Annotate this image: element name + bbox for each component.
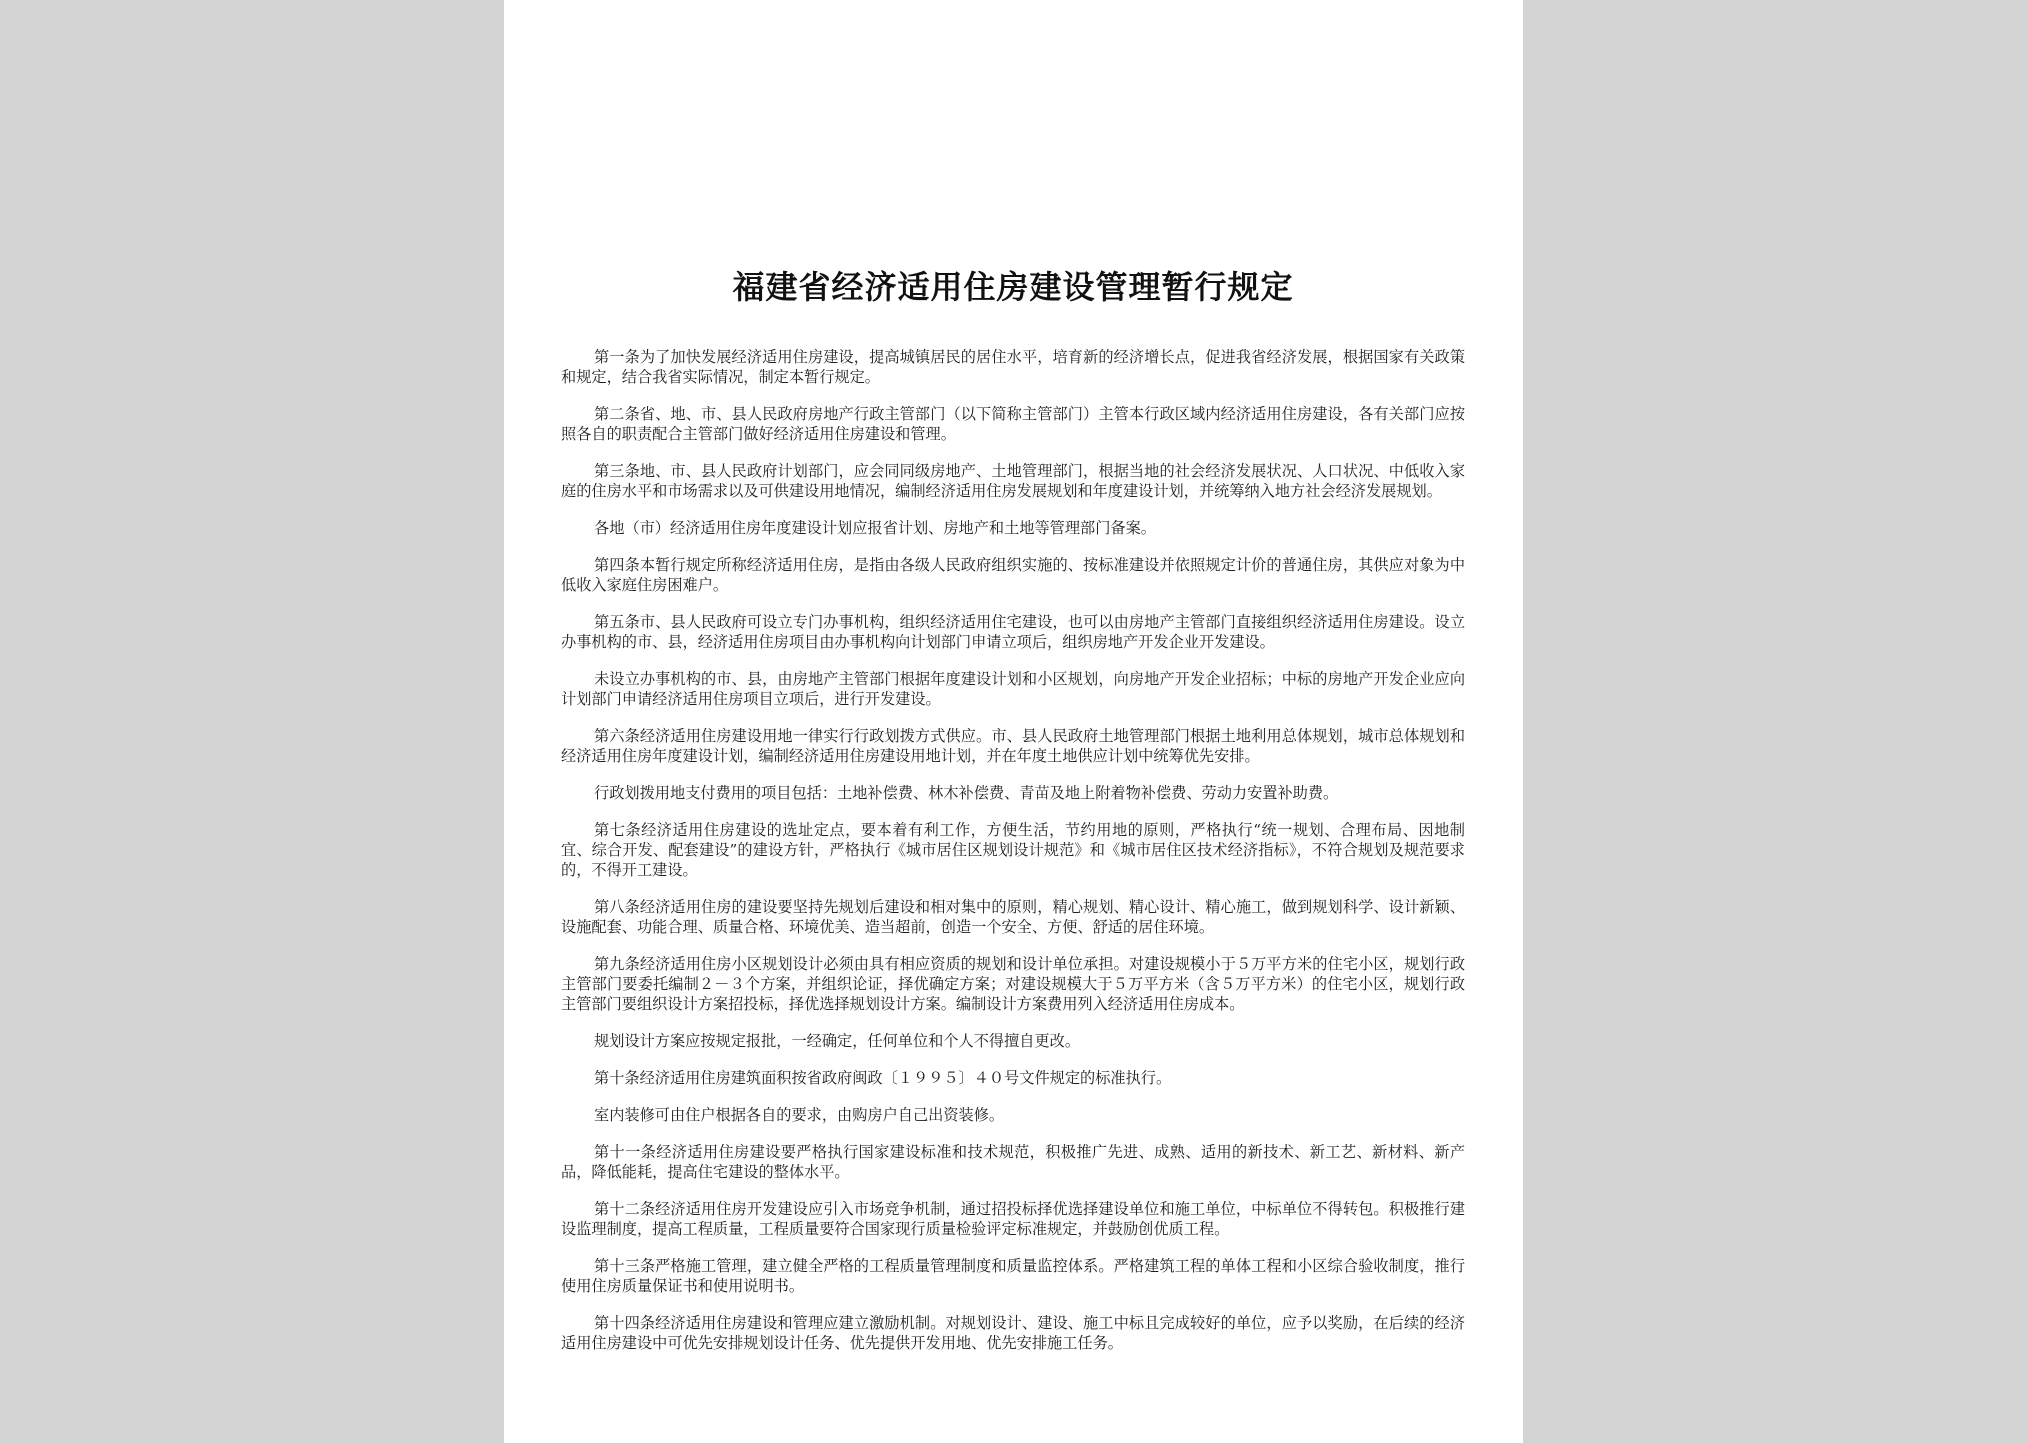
document-title: 福建省经济适用住房建设管理暂行规定 (732, 268, 1294, 306)
paragraph-15: 室内装修可由住户根据各自的要求，由购房户自己出资装修。 (594, 1106, 1005, 1124)
paragraph-16: 第十一条经济适用住房建设要严格执行国家建设标准和技术规范，积极推广先进、成熟、适用的新技术、新工艺、新材料、新产品，降低能耗，提高住宅建设的整体水平。 (561, 1143, 1465, 1181)
document-body (561, 347, 1465, 1353)
paragraph-17: 第十二条经济适用住房开发建设应引入市场竞争机制，通过招投标择优选择建设单位和施工单位，中标单位不得转包。积极推行建设监理制度，提高工程质量，工程质量要符合国家现行质量检验评定标准规定，并鼓励创优质工程。 (561, 1200, 1465, 1238)
paragraph-9: 行政划拨用地支付费用的项目包括：土地补偿费、林木补偿费、青苗及地上附着物补偿费、劳动力安置补助费。 (594, 784, 1339, 802)
paragraph-18: 第十三条严格施工管理，建立健全严格的工程质量管理制度和质量监控体系。严格建筑工程的单体工程和小区综合验收制度，推行使用住房质量保证书和使用说明书。 (561, 1257, 1465, 1295)
paragraph-2: 第二条省、地、市、县人民政府房地产行政主管部门（以下简称主管部门）主管本行政区域内经济适用住房建设，各有关部门应按照各自的职责配合主管部门做好经济适用住房建设和管理。 (561, 405, 1465, 443)
paragraph-13: 规划设计方案应按规定报批，一经确定，任何单位和个人不得擅自更改。 (594, 1032, 1080, 1050)
paragraph-5: 第四条本暂行规定所称经济适用住房，是指由各级人民政府组织实施的、按标准建设并依照规定计价的普通住房，其供应对象为中低收入家庭住房困难户。 (561, 556, 1465, 594)
paragraph-7: 未设立办事机构的市、县，由房地产主管部门根据年度建设计划和小区规划，向房地产开发企业招标；中标的房地产开发企业应向计划部门申请经济适用住房项目立项后，进行开发建设。 (561, 670, 1465, 708)
paragraph-6: 第五条市、县人民政府可设立专门办事机构，组织经济适用住宅建设，也可以由房地产主管部门直接组织经济适用住房建设。设立办事机构的市、县，经济适用住房项目由办事机构向计划部门申请立项后，组织房地产开发企业开发建设。 (561, 613, 1465, 651)
paragraph-1: 第一条为了加快发展经济适用住房建设，提高城镇居民的居住水平，培育新的经济增长点，促进我省经济发展，根据国家有关政策和规定，结合我省实际情况，制定本暂行规定。 (561, 348, 1465, 386)
paragraph-12: 第九条经济适用住房小区规划设计必须由具有相应资质的规划和设计单位承担。对建设规模小于５万平方米的住宅小区，规划行政主管部门要委托编制２－３个方案，并组织论证，择优确定方案；对建设规模大于５万平方米（含５万平方米）的住宅小区，规划行政主管部门要组织设计方案招投标，择优选择规划设计方案。编制设计方案费用列入经济适用住房成本。 (561, 955, 1465, 1013)
paragraph-14: 第十条经济适用住房建筑面积按省政府闽政〔１９９５〕４０号文件规定的标准执行。 (594, 1069, 1172, 1087)
paragraph-3: 第三条地、市、县人民政府计划部门，应会同同级房地产、土地管理部门，根据当地的社会经济发展状况、人口状况、中低收入家庭的住房水平和市场需求以及可供建设用地情况，编制经济适用住房发展规划和年度建设计划，并统筹纳入地方社会经济发展规划。 (561, 462, 1465, 500)
paragraph-19: 第十四条经济适用住房建设和管理应建立激励机制。对规划设计、建设、施工中标且完成较好的单位，应予以奖励，在后续的经济适用住房建设中可优先安排规划设计任务、优先提供开发用地、优先安排施工任务。 (561, 1314, 1465, 1352)
paragraph-11: 第八条经济适用住房的建设要坚持先规划后建设和相对集中的原则，精心规划、精心设计、精心施工，做到规划科学、设计新颖、设施配套、功能合理、质量合格、环境优美、造当超前，创造一个安全、方便、舒适的居住环境。 (561, 898, 1465, 936)
paragraph-8: 第六条经济适用住房建设用地一律实行行政划拨方式供应。市、县人民政府土地管理部门根据土地利用总体规划，城市总体规划和经济适用住房年度建设计划，编制经济适用住房建设用地计划，并在年度土地供应计划中统筹优先安排。 (561, 727, 1465, 765)
paragraph-4: 各地（市）经济适用住房年度建设计划应报省计划、房地产和土地等管理部门备案。 (594, 519, 1156, 537)
document-page (504, 0, 1523, 1443)
paragraph-10: 第七条经济适用住房建设的选址定点，要本着有利工作，方便生活，节约用地的原则，严格执行“统一规划、合理布局、因地制宜、综合开发、配套建设”的建设方针，严格执行《城市居住区规划设计规范》和《城市居住区技术经济指标》，不符合规划及规范要求的，不得开工建设。 (561, 821, 1465, 879)
